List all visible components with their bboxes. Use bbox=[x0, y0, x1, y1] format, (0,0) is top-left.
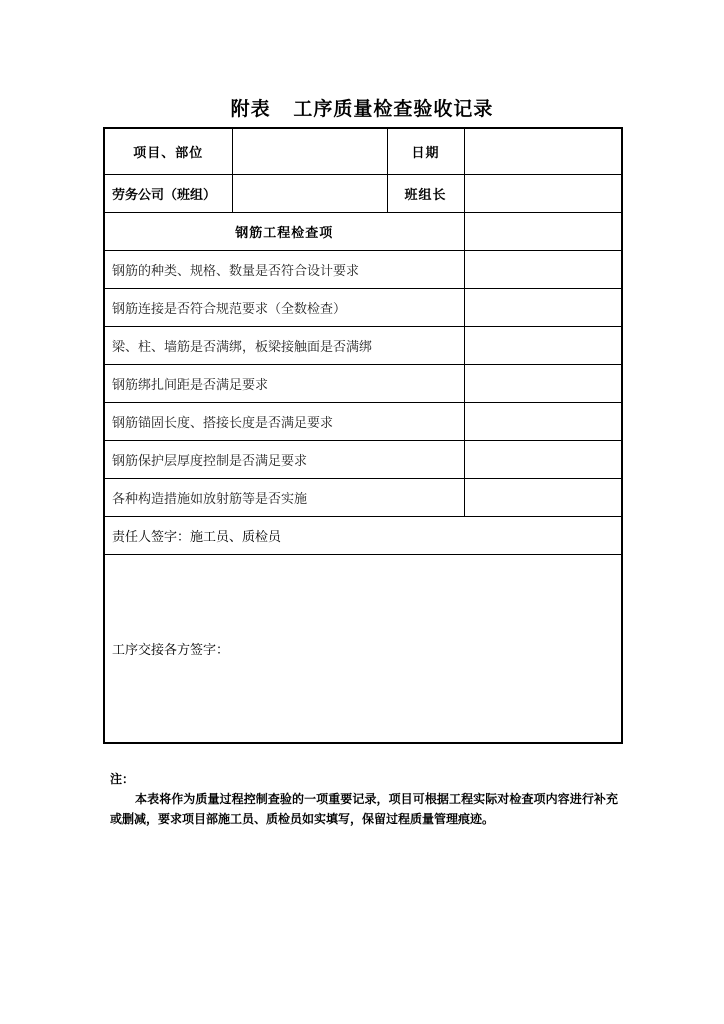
leader-value-field[interactable] bbox=[464, 175, 622, 213]
check-item-label: 钢筋保护层厚度控制是否满足要求 bbox=[104, 441, 464, 479]
table-row bbox=[104, 128, 622, 175]
responsible-signature-field[interactable]: 责任人签字：施工员、质检员 bbox=[104, 517, 622, 555]
check-item-result-field[interactable] bbox=[464, 479, 622, 517]
table-row bbox=[104, 365, 622, 403]
table-row bbox=[104, 175, 622, 213]
inspection-form-table bbox=[103, 127, 623, 744]
check-item-label: 钢筋的种类、规格、数量是否符合设计要求 bbox=[104, 251, 464, 289]
check-item-result-field[interactable] bbox=[464, 327, 622, 365]
leader-label: 班组长 bbox=[387, 175, 464, 213]
table-row bbox=[104, 479, 622, 517]
table-row bbox=[104, 251, 622, 289]
section-result-cell[interactable] bbox=[464, 213, 622, 251]
check-item-result-field[interactable] bbox=[464, 251, 622, 289]
date-value-field[interactable] bbox=[464, 128, 622, 175]
check-item-label: 各种构造措施如放射筋等是否实施 bbox=[104, 479, 464, 517]
check-item-result-field[interactable] bbox=[464, 441, 622, 479]
check-item-label: 钢筋绑扎间距是否满足要求 bbox=[104, 365, 464, 403]
check-item-result-field[interactable] bbox=[464, 365, 622, 403]
table-row bbox=[104, 289, 622, 327]
company-value-field[interactable] bbox=[232, 175, 387, 213]
check-item-label: 钢筋连接是否符合规范要求（全数检查） bbox=[104, 289, 464, 327]
section-title: 钢筋工程检查项 bbox=[104, 213, 464, 251]
handover-signature-field[interactable]: 工序交接各方签字： bbox=[104, 555, 622, 744]
table-row bbox=[104, 441, 622, 479]
table-row bbox=[104, 555, 622, 744]
table-row bbox=[104, 327, 622, 365]
table-row bbox=[104, 403, 622, 441]
table-row bbox=[104, 517, 622, 555]
project-label: 项目、部位 bbox=[104, 128, 232, 175]
company-label: 劳务公司（班组） bbox=[104, 175, 232, 213]
note-body: 本表将作为质量过程控制查验的一项重要记录，项目可根据工程实际对检查项内容进行补充或删减，要求项目部施工员、质检员如实填写，保留过程质量管理痕迹。 bbox=[110, 792, 618, 826]
check-item-label: 钢筋锚固长度、搭接长度是否满足要求 bbox=[104, 403, 464, 441]
check-item-label: 梁、柱、墙筋是否满绑，板梁接触面是否满绑 bbox=[104, 327, 464, 365]
check-item-result-field[interactable] bbox=[464, 403, 622, 441]
check-item-result-field[interactable] bbox=[464, 289, 622, 327]
project-value-field[interactable] bbox=[232, 128, 387, 175]
date-label: 日期 bbox=[387, 128, 464, 175]
document-title: 附表 工序质量检查验收记录 bbox=[230, 98, 494, 120]
note-title: 注： bbox=[110, 772, 135, 786]
table-row bbox=[104, 213, 622, 251]
